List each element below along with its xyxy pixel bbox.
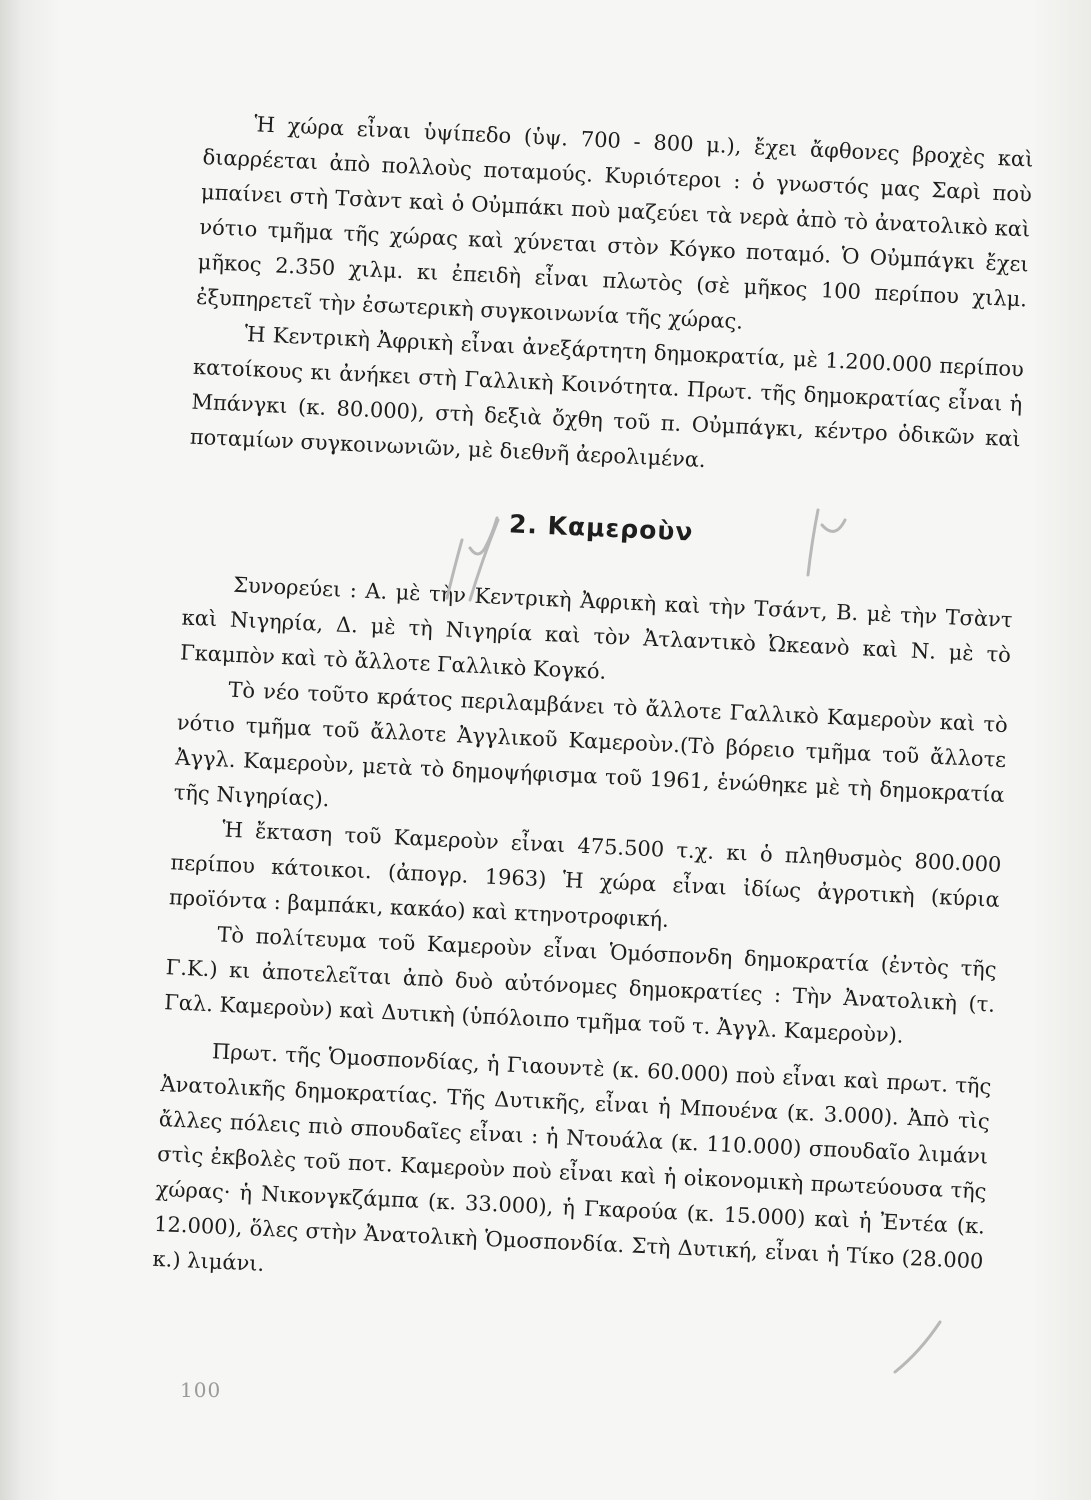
paragraph-area-population: Ἡ ἔκταση τοῦ Καμεροὺν εἶναι 475.500 τ.χ. κι ὁ πληθυσμὸς 800.000 περίπου κάτοικοι. (ἀπογρ. 1963) Ἡ χώρα εἶναι ἰδίως ἀγροτικὴ (κύρια προϊόντα : βαμπάκι, κακάο) καὶ κτηνοτροφική.	[168, 817, 1002, 932]
paragraph-plateau: Ἡ χώρα εἶναι ὑψίπεδο (ὑψ. 700 - 800 μ.), ἔχει ἄφθονες βροχὲς καὶ διαρρέεται ἀπὸ πολλοὺς ποταμούς. Κυριότεροι : ὁ γνωστός μας Σαρὶ ποὺ μπαίνει στὴ Τσὰντ καὶ ὁ Οὐμπάκι ποὺ μαζεύει τὰ νερὰ ἀπὸ τὸ ἀνατολικὸ καὶ νότιο τμῆμα τῆς χώρας καὶ χύνεται στὸν Κόγκο ποταμό. Ὁ Οὐμπάγκι ἔχει μῆκος 2.350 χιλμ. κι ἐπειδὴ εἶναι πλωτὸς (σὲ μῆκος 100 περίπου χιλμ. ἐξυπηρετεῖ τὴν ἐσωτερικὴ συγκοινωνία τῆς χώρας.	[195, 112, 1034, 334]
paragraph-borders: Συνορεύει : Α. μὲ τὴν Κεντρικὴ Ἀφρικὴ καὶ τὴν Τσάντ, Β. μὲ τὴν Τσὰντ καὶ Νιγηρία, Δ. μὲ τὴ Νιγηρία καὶ τὸν Ἀτλαντικὸ Ὠκεανὸ καὶ Ν. μὲ τὸ Γκαμπὸν καὶ τὸ ἄλλοτε Γαλλικὸ Κογκό.	[179, 572, 1014, 684]
paragraph-new-state: Τὸ νέο τοῦτο κράτος περιλαμβάνει τὸ ἄλλοτε Γαλλικὸ Καμεροὺν καὶ τὸ νότιο τμῆμα τοῦ ἄλλοτε Ἀγγλικοῦ Καμεροὺν.(Τὸ βόρειο τμῆμα τοῦ ἄλλοτε Ἀγγλ. Καμεροὺν, μετὰ τὸ δημοψήφισμα τοῦ 1961, ἑνώθηκε μὲ τὴ δημοκρατία τῆς Νιγηρίας).	[173, 677, 1009, 812]
page-text-block	[152, 105, 1034, 1314]
paragraph-cities: Πρωτ. τῆς Ὁμοσπονδίας, ἡ Γιαουντὲ (κ. 60.000) ποὺ εἶναι καὶ πρωτ. τῆς Ἀνατολικῆς δημοκρατίας. Τῆς Δυτικῆς, εἶναι ἡ Μπουένα (κ. 3.000). Ἀπὸ τὶς ἄλλες πόλεις πιὸ σπουδαῖες εἶναι : ἡ Ντουάλα (κ. 110.000) σπουδαῖο λιμάνι στὶς ἐκβολὲς τοῦ ποτ. Καμεροὺν ποὺ εἶναι καὶ ἡ οἰκονομικὴ πρωτεύουσα τῆς χώρας· ἡ Νικονγκζάμπα (κ. 33.000), ἡ Γκαρούα (κ. 15.000) καὶ ἡ Ἐντέα (κ. 12.000), ὅλες στὴν Ἀνατολικὴ Ὁμοσπονδία. Στὴ Δυτική, εἶναι ἡ Τίκο (28.000 κ.) λιμάνι.	[152, 1039, 992, 1276]
paragraph-central-africa: Ἡ Κεντρικὴ Ἀφρικὴ εἶναι ἀνεξάρτητη δημοκρατία, μὲ 1.200.000 περίπου κατοίκους κι ἀνήκει στὴ Γαλλικὴ Κοινότητα. Πρωτ. τῆς δημοκρατίας εἶναι ἡ Μπάνγκι (κ. 80.000), στὴ δεξιὰ ὄχθη τοῦ π. Οὐμπάγκι, κέντρο ὁδικῶν καὶ ποταμίων συγκοινωνιῶν, μὲ διεθνῆ ἀερολιμένα.	[189, 322, 1025, 473]
page-number: 100	[180, 1378, 222, 1402]
paragraph-government: Τὸ πολίτευμα τοῦ Καμεροὺν εἶναι Ὁμόσπονδη δημοκρατία (ἐντὸς τῆς Γ.Κ.) κι ἀποτελεῖται ἀπὸ δυὸ αὐτόνομες δημοκρατίες : Τὴν Ἀνατολικὴ (τ. Γαλ. Καμεροὺν) καὶ Δυτικὴ (ὑπόλοιπο τμῆμα τοῦ τ. Ἀγγλ. Καμεροὺν).	[163, 922, 998, 1048]
section-title-cameroon: 2. Καμεροὺν	[508, 509, 695, 547]
